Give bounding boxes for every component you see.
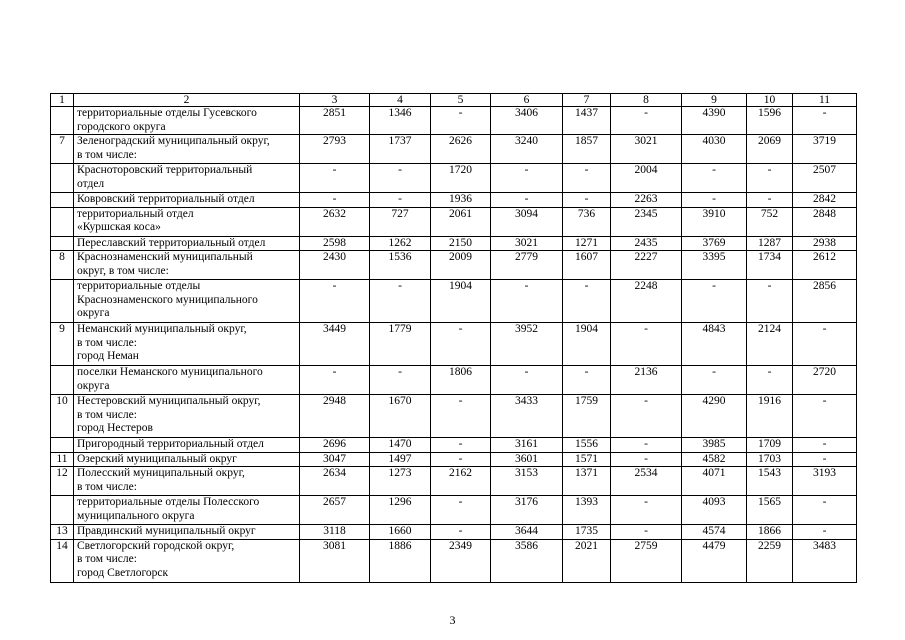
value-cell: 3118 [300,525,370,540]
value-cell: 1556 [563,438,611,453]
value-cell: 2793 [300,135,370,164]
value-cell: 2061 [431,207,491,236]
value-cell: 2948 [300,395,370,438]
value-cell: 1759 [563,395,611,438]
value-cell: 2534 [611,467,682,496]
value-cell: 1709 [747,438,793,453]
value-cell: 2150 [431,236,491,251]
value-cell: - [611,438,682,453]
value-cell: 2856 [793,280,857,323]
table-row [51,251,857,280]
value-cell: 1296 [370,496,431,525]
value-cell: 1720 [431,164,491,193]
table-row [51,135,857,164]
column-header: 6 [491,94,563,107]
value-cell: 2851 [300,107,370,135]
value-cell: 3193 [793,467,857,496]
table-row [51,207,857,236]
value-cell: 2069 [747,135,793,164]
value-cell: 3433 [491,395,563,438]
value-cell: 4843 [682,323,747,366]
value-cell: 2598 [300,236,370,251]
territory-name: территориальные отделы Полесского муниципального округа [74,496,300,525]
value-cell: - [747,164,793,193]
value-cell: 2136 [611,366,682,395]
value-cell: - [747,193,793,208]
value-cell: - [563,366,611,395]
territory-name: Неманский муниципальный округ, в том числе: город Неман [74,323,300,366]
row-number: 14 [51,539,74,582]
value-cell: 2938 [793,236,857,251]
column-header: 4 [370,94,431,107]
value-cell: 1262 [370,236,431,251]
value-cell: - [300,366,370,395]
value-cell: - [370,366,431,395]
value-cell: 3601 [491,452,563,467]
value-cell: - [491,366,563,395]
value-cell: 3153 [491,467,563,496]
value-cell: 1735 [563,525,611,540]
value-cell: 1737 [370,135,431,164]
value-cell: - [300,280,370,323]
territory-name: Краснознаменский муниципальный округ, в том числе: [74,251,300,280]
column-header: 9 [682,94,747,107]
value-cell: 1857 [563,135,611,164]
row-number: 7 [51,135,74,164]
value-cell: 2263 [611,193,682,208]
territory-name: Светлогорский городской округ, в том числе: город Светлогорск [74,539,300,582]
value-cell: - [611,525,682,540]
value-cell: - [431,107,491,135]
value-cell: 2162 [431,467,491,496]
value-cell: 2435 [611,236,682,251]
value-cell: 3161 [491,438,563,453]
value-cell: - [563,280,611,323]
value-cell: 3985 [682,438,747,453]
value-cell: - [491,164,563,193]
value-cell: 1470 [370,438,431,453]
value-cell: 1565 [747,496,793,525]
value-cell: 1936 [431,193,491,208]
value-cell: 2124 [747,323,793,366]
value-cell: - [370,280,431,323]
value-cell: - [682,193,747,208]
value-cell: 1660 [370,525,431,540]
value-cell: 3047 [300,452,370,467]
table-row [51,539,857,582]
value-cell: - [491,193,563,208]
row-number: 12 [51,467,74,496]
column-header: 11 [793,94,857,107]
page-number: 3 [449,613,456,627]
value-cell: 4290 [682,395,747,438]
value-cell: 2345 [611,207,682,236]
value-cell: 3952 [491,323,563,366]
table-row [51,164,857,193]
value-cell: - [793,395,857,438]
value-cell: 3406 [491,107,563,135]
value-cell: 1571 [563,452,611,467]
value-cell: - [370,193,431,208]
table-row [51,323,857,366]
value-cell: 2259 [747,539,793,582]
value-cell: 1437 [563,107,611,135]
row-number: 13 [51,525,74,540]
row-number [51,366,74,395]
value-cell: 2634 [300,467,370,496]
value-cell: - [793,452,857,467]
table-row [51,525,857,540]
value-cell: 4071 [682,467,747,496]
territory-name: Правдинский муниципальный округ [74,525,300,540]
value-cell: 2227 [611,251,682,280]
value-cell: 2021 [563,539,611,582]
value-cell: 3449 [300,323,370,366]
value-cell: 1904 [563,323,611,366]
value-cell: 4582 [682,452,747,467]
value-cell: 3094 [491,207,563,236]
value-cell: 1904 [431,280,491,323]
value-cell: 1543 [747,467,793,496]
value-cell: 2779 [491,251,563,280]
value-cell: 3021 [491,236,563,251]
value-cell: - [747,366,793,395]
value-cell: 1371 [563,467,611,496]
value-cell: 1866 [747,525,793,540]
value-cell: 1497 [370,452,431,467]
value-cell: 1886 [370,539,431,582]
value-cell: 1607 [563,251,611,280]
value-cell: - [431,525,491,540]
value-cell: - [431,395,491,438]
value-cell: 1779 [370,323,431,366]
value-cell: 1670 [370,395,431,438]
value-cell: 1271 [563,236,611,251]
territory-name: поселки Неманского муниципального округа [74,366,300,395]
value-cell: 4479 [682,539,747,582]
value-cell: 2612 [793,251,857,280]
value-cell: 2842 [793,193,857,208]
value-cell: 3176 [491,496,563,525]
value-cell: - [431,323,491,366]
value-cell: - [793,496,857,525]
value-cell: - [682,366,747,395]
row-number [51,280,74,323]
row-number: 10 [51,395,74,438]
table-row [51,395,857,438]
territory-name: территориальный отдел «Куршская коса» [74,207,300,236]
row-number [51,236,74,251]
row-number [51,438,74,453]
value-cell: - [431,438,491,453]
column-header: 1 [51,94,74,107]
row-number: 11 [51,452,74,467]
value-cell: 752 [747,207,793,236]
header-row [51,94,857,107]
row-number [51,207,74,236]
table-row [51,467,857,496]
value-cell: - [563,164,611,193]
value-cell: - [563,193,611,208]
value-cell: - [793,323,857,366]
territory-name: территориальные отделы Гусевского городского округа [74,107,300,135]
value-cell: - [491,280,563,323]
table-row [51,496,857,525]
value-cell: - [793,107,857,135]
value-cell: 1596 [747,107,793,135]
value-cell: 2349 [431,539,491,582]
value-cell: 1393 [563,496,611,525]
value-cell: 2759 [611,539,682,582]
territory-name: Переславский территориальный отдел [74,236,300,251]
value-cell: - [611,395,682,438]
territory-name: Пригородный территориальный отдел [74,438,300,453]
value-cell: 1916 [747,395,793,438]
territory-name: Озерский муниципальный округ [74,452,300,467]
value-cell: 2848 [793,207,857,236]
data-table [50,93,857,583]
value-cell: 2507 [793,164,857,193]
value-cell: 2248 [611,280,682,323]
value-cell: - [431,496,491,525]
value-cell: 4390 [682,107,747,135]
table-row [51,452,857,467]
value-cell: 3719 [793,135,857,164]
column-header: 5 [431,94,491,107]
territory-name: территориальные отделы Краснознаменского муниципального округа [74,280,300,323]
table-row [51,366,857,395]
value-cell: 3586 [491,539,563,582]
value-cell: 1346 [370,107,431,135]
value-cell: - [682,164,747,193]
value-cell: 2004 [611,164,682,193]
value-cell: - [611,107,682,135]
value-cell: 1273 [370,467,431,496]
table-row [51,236,857,251]
value-cell: - [370,164,431,193]
value-cell: - [300,193,370,208]
value-cell: 2009 [431,251,491,280]
value-cell: 3910 [682,207,747,236]
row-number [51,193,74,208]
value-cell: - [682,280,747,323]
value-cell: 2632 [300,207,370,236]
value-cell: 1287 [747,236,793,251]
value-cell: - [300,164,370,193]
value-cell: 3644 [491,525,563,540]
value-cell: 3081 [300,539,370,582]
column-header: 3 [300,94,370,107]
row-number [51,107,74,135]
value-cell: 2720 [793,366,857,395]
value-cell: - [611,452,682,467]
value-cell: 1703 [747,452,793,467]
territory-name: Красноторовский территориальный отдел [74,164,300,193]
value-cell: 4093 [682,496,747,525]
table-row [51,438,857,453]
value-cell: 3395 [682,251,747,280]
value-cell: 3240 [491,135,563,164]
table-row [51,193,857,208]
value-cell: 1734 [747,251,793,280]
territory-name: Полесский муниципальный округ, в том числе: [74,467,300,496]
value-cell: 2626 [431,135,491,164]
value-cell: 727 [370,207,431,236]
territory-name: Зеленоградский муниципальный округ, в том числе: [74,135,300,164]
value-cell: 1536 [370,251,431,280]
territory-name: Нестеровский муниципальный округ, в том числе: город Нестеров [74,395,300,438]
value-cell: 3021 [611,135,682,164]
row-number: 8 [51,251,74,280]
row-number: 9 [51,323,74,366]
value-cell: - [611,323,682,366]
territory-name: Ковровский территориальный отдел [74,193,300,208]
table-row [51,107,857,135]
value-cell: 2430 [300,251,370,280]
value-cell: 2657 [300,496,370,525]
value-cell: - [793,525,857,540]
value-cell: 2696 [300,438,370,453]
column-header: 7 [563,94,611,107]
value-cell: 736 [563,207,611,236]
table-row [51,280,857,323]
column-header: 10 [747,94,793,107]
value-cell: 3483 [793,539,857,582]
column-header: 2 [74,94,300,107]
value-cell: - [431,452,491,467]
value-cell: - [793,438,857,453]
value-cell: - [611,496,682,525]
value-cell: 1806 [431,366,491,395]
value-cell: - [747,280,793,323]
value-cell: 4574 [682,525,747,540]
value-cell: 4030 [682,135,747,164]
column-header: 8 [611,94,682,107]
row-number [51,496,74,525]
value-cell: 3769 [682,236,747,251]
row-number [51,164,74,193]
